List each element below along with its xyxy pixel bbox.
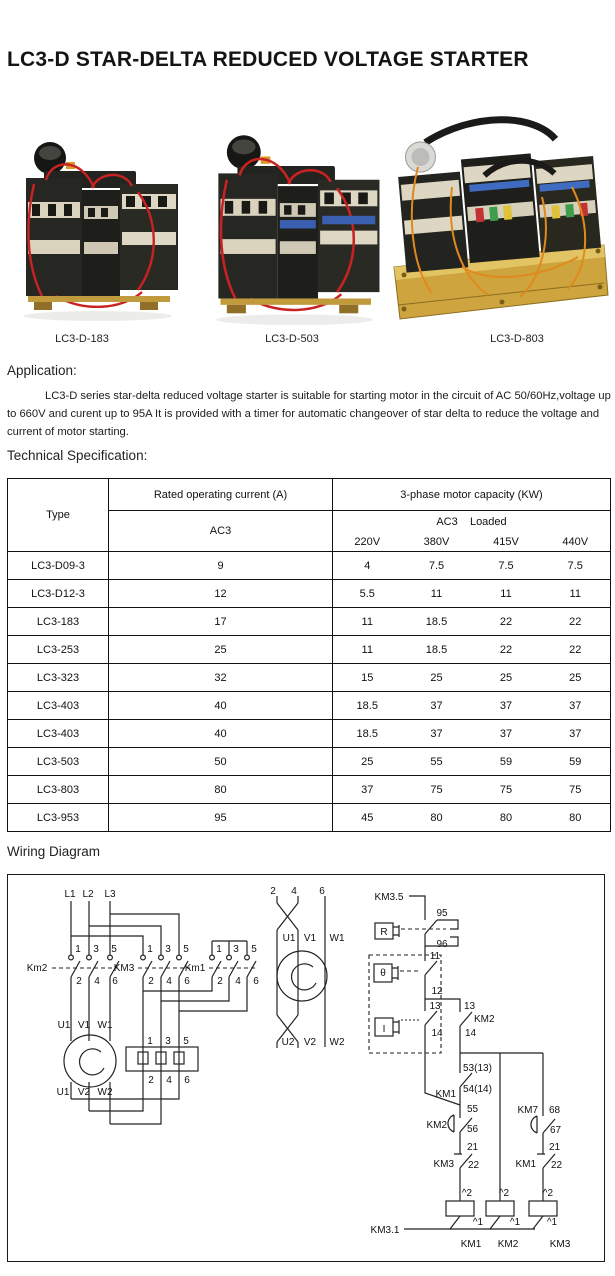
spec-kw-cell: 18.5 [333, 692, 402, 720]
spec-current-cell: 25 [109, 636, 333, 664]
col-header-type: Type [8, 479, 109, 552]
diagram-label: 13 [429, 1001, 441, 1012]
diagram-label: ^1 [472, 1217, 484, 1228]
spec-current-cell: 40 [109, 720, 333, 748]
spec-kw-cell: 25 [541, 664, 611, 692]
diagram-label: KM3.5 [374, 892, 404, 903]
diagram-labels [27, 886, 571, 1250]
diagram-label: L3 [104, 889, 116, 900]
spec-kw-cell: 75 [541, 776, 611, 804]
spec-kw-cell: 7.5 [541, 552, 611, 580]
spec-row [8, 552, 611, 580]
diagram-label: U1 [282, 933, 296, 944]
diagram-label: 3 [165, 1036, 171, 1047]
spec-kw-cell: 18.5 [402, 608, 472, 636]
diagram-label: ^1 [509, 1217, 521, 1228]
spec-kw-cell: 22 [472, 636, 541, 664]
diagram-label: 1 [147, 944, 153, 955]
spec-kw-cell: 80 [541, 804, 611, 832]
diagram-label: KM3 [433, 1159, 454, 1170]
diagram-label: 54(14) [463, 1084, 492, 1095]
diagram-label: 21 [467, 1142, 479, 1153]
spec-kw-cell: 75 [472, 776, 541, 804]
spec-kw-cell: 80 [402, 804, 472, 832]
spec-kw-cell: 18.5 [402, 636, 472, 664]
voltage-header: 440V [541, 533, 611, 552]
diagram-label: I [382, 1024, 386, 1035]
spec-kw-cell: 55 [402, 748, 472, 776]
diagram-label: 53(13) [463, 1063, 492, 1074]
spec-kw-cell: 37 [541, 720, 611, 748]
diagram-label: U1 [57, 1020, 71, 1031]
diagram-label: ^2 [498, 1188, 510, 1199]
spec-row [8, 664, 611, 692]
diagram-label: 1 [147, 1036, 153, 1047]
diagram-label: θ [380, 968, 386, 979]
spec-kw-cell: 37 [541, 692, 611, 720]
spec-kw-cell: 80 [472, 804, 541, 832]
spec-row [8, 580, 611, 608]
spec-current-cell: 80 [109, 776, 333, 804]
spec-kw-cell: 5.5 [333, 580, 402, 608]
voltage-header: 380V [402, 533, 472, 552]
spec-kw-cell: 45 [333, 804, 402, 832]
diagram-label: 3 [165, 944, 171, 955]
spec-current-cell: 40 [109, 692, 333, 720]
diagram-label: 4 [235, 976, 241, 987]
spec-kw-cell: 22 [472, 608, 541, 636]
spec-type-cell: LC3-403 [8, 720, 109, 748]
diagram-label: 2 [217, 976, 223, 987]
diagram-label: 1 [216, 944, 222, 955]
product-photos [0, 105, 615, 340]
spec-kw-cell: 11 [541, 580, 611, 608]
product-caption-1: LC3-D-183 [55, 333, 109, 345]
spec-kw-cell: 11 [333, 608, 402, 636]
spec-kw-cell: 59 [541, 748, 611, 776]
coil-km2 [486, 1201, 514, 1216]
spec-kw-cell: 7.5 [402, 552, 472, 580]
diagram-label: R [380, 927, 388, 938]
diagram-label: 2 [148, 1075, 154, 1086]
diagram-label: 95 [436, 908, 448, 919]
spec-row [8, 692, 611, 720]
voltage-header: 220V [333, 533, 402, 552]
col-header-capacity: 3-phase motor capacity (KW) [333, 479, 611, 511]
subheader-ac3: AC3 [109, 511, 333, 552]
spec-type-cell: LC3-183 [8, 608, 109, 636]
diagram-label: 11 [429, 951, 441, 962]
diagram-label: 68 [549, 1105, 561, 1116]
diagram-label: 55 [467, 1104, 479, 1115]
spec-table [7, 478, 611, 832]
diagram-label: KM3 [549, 1239, 571, 1250]
voltage-header: 415V [472, 533, 541, 552]
application-heading: Application: [7, 363, 77, 378]
diagram-label: 5 [183, 944, 189, 955]
diagram-label: KM2 [497, 1239, 519, 1250]
spec-kw-cell: 59 [472, 748, 541, 776]
spec-current-cell: 50 [109, 748, 333, 776]
spec-row [8, 804, 611, 832]
diagram-label: W1 [329, 933, 345, 944]
diagram-label: 1 [75, 944, 81, 955]
diagram-label: 14 [431, 1028, 443, 1039]
product-caption-3: LC3-D-803 [490, 333, 544, 345]
wiring-diagram [8, 875, 604, 1261]
page-title: LC3-D STAR-DELTA REDUCED VOLTAGE STARTER [7, 48, 529, 72]
spec-kw-cell: 25 [333, 748, 402, 776]
spec-type-cell: LC3-D09-3 [8, 552, 109, 580]
diagram-label: 4 [166, 976, 172, 987]
spec-kw-cell: 25 [402, 664, 472, 692]
spec-kw-cell: 37 [402, 720, 472, 748]
spec-type-cell: LC3-253 [8, 636, 109, 664]
spec-row [8, 776, 611, 804]
product-photo-2 [216, 135, 379, 325]
wiring-heading: Wiring Diagram [7, 844, 101, 859]
diagram-label: 2 [148, 976, 154, 987]
diagram-label: 6 [112, 976, 118, 987]
diagram-label: 6 [184, 1075, 190, 1086]
spec-kw-cell: 7.5 [472, 552, 541, 580]
spec-kw-cell: 22 [541, 608, 611, 636]
specification-heading: Technical Specification: [7, 448, 148, 463]
diagram-label: ^2 [461, 1188, 473, 1199]
spec-kw-cell: 25 [472, 664, 541, 692]
spec-current-cell: 12 [109, 580, 333, 608]
diagram-label: W1 [97, 1020, 113, 1031]
diagram-label: 22 [468, 1160, 480, 1171]
spec-kw-cell: 37 [333, 776, 402, 804]
coil-km3 [529, 1201, 557, 1216]
spec-current-cell: 95 [109, 804, 333, 832]
product-photo-1 [24, 142, 178, 321]
coil-km1 [446, 1201, 474, 1216]
spec-type-cell: LC3-953 [8, 804, 109, 832]
diagram-label: KM1 [460, 1239, 482, 1250]
supply-lines [71, 901, 179, 955]
diagram-label: 3 [233, 944, 239, 955]
diagram-label: 13 [464, 1001, 476, 1012]
subheader-ac3-loaded: AC3 Loaded [436, 515, 507, 528]
diagram-label: 3 [93, 944, 99, 955]
diagram-label: L2 [82, 889, 94, 900]
diagram-label: W2 [97, 1087, 113, 1098]
power-wiring [71, 977, 247, 1124]
col-header-current: Rated operating current (A) [109, 479, 333, 511]
diagram-label: L1 [64, 889, 76, 900]
spec-type-cell: LC3-D12-3 [8, 580, 109, 608]
spec-row [8, 748, 611, 776]
wiring-diagram-frame [7, 874, 605, 1262]
diagram-label: 2 [76, 976, 82, 987]
winding-diagram [277, 896, 325, 1048]
spec-kw-cell: 75 [402, 776, 472, 804]
spec-kw-cell: 37 [472, 692, 541, 720]
overload-relay [126, 1047, 198, 1071]
diagram-label: 67 [550, 1125, 562, 1136]
diagram-label: 22 [551, 1160, 563, 1171]
spec-kw-cell: 22 [541, 636, 611, 664]
diagram-label: 4 [291, 886, 297, 897]
diagram-label: U2 [281, 1037, 295, 1048]
diagram-label: Km1 [184, 963, 206, 974]
diagram-label: 12 [431, 986, 443, 997]
diagram-label: V1 [77, 1020, 91, 1031]
spec-row [8, 636, 611, 664]
diagram-label: 6 [319, 886, 325, 897]
diagram-label: 4 [94, 976, 100, 987]
spec-kw-cell: 11 [333, 636, 402, 664]
diagram-label: 56 [467, 1124, 479, 1135]
spec-kw-cell: 37 [402, 692, 472, 720]
motor-symbol [64, 1035, 116, 1087]
diagram-label: 5 [183, 1036, 189, 1047]
diagram-label: 5 [111, 944, 117, 955]
diagram-label: ^1 [546, 1217, 558, 1228]
spec-type-cell: LC3-403 [8, 692, 109, 720]
diagram-label: 96 [436, 939, 448, 950]
winding-motor-symbol [277, 951, 327, 1001]
diagram-label: V1 [303, 933, 317, 944]
diagram-label: KM1 [515, 1159, 536, 1170]
diagram-label: 6 [253, 976, 259, 987]
diagram-label: KM7 [517, 1105, 538, 1116]
diagram-label: U1 [56, 1087, 70, 1098]
diagram-label: 14 [465, 1028, 477, 1039]
diagram-label: 21 [549, 1142, 561, 1153]
spec-kw-cell: 4 [333, 552, 402, 580]
diagram-label: KM1 [435, 1089, 456, 1100]
spec-current-cell: 32 [109, 664, 333, 692]
diagram-label: KM3 [113, 963, 135, 974]
diagram-label: ^2 [542, 1188, 554, 1199]
spec-kw-cell: 18.5 [333, 720, 402, 748]
spec-kw-cell: 11 [472, 580, 541, 608]
spec-type-cell: LC3-323 [8, 664, 109, 692]
diagram-label: W2 [329, 1037, 345, 1048]
spec-row [8, 720, 611, 748]
diagram-label: 6 [184, 976, 190, 987]
diagram-label: V2 [303, 1037, 317, 1048]
spec-type-cell: LC3-503 [8, 748, 109, 776]
spec-row [8, 608, 611, 636]
spec-table-body [8, 552, 611, 832]
diagram-label: KM2 [426, 1120, 447, 1131]
spec-current-cell: 17 [109, 608, 333, 636]
diagram-label: KM2 [474, 1014, 495, 1025]
diagram-label: V2 [77, 1087, 91, 1098]
diagram-label: 4 [166, 1075, 172, 1086]
spec-kw-cell: 11 [402, 580, 472, 608]
spec-type-cell: LC3-803 [8, 776, 109, 804]
diagram-label: 2 [270, 886, 276, 897]
product-caption-2: LC3-D-503 [265, 333, 319, 345]
application-text: LC3-D series star-delta reduced voltage starter is suitable for starting motor in the circuit of AC 50/60Hz,voltage up to 660V and curent up to 95A It is provided with a timer for automatic changeover of star delta to reduce the voltage and current of motor starting. [7, 390, 611, 438]
diagram-label: KM3.1 [370, 1225, 400, 1236]
diagram-label: Km2 [26, 963, 48, 974]
spec-kw-cell: 37 [472, 720, 541, 748]
product-photo-3 [394, 112, 608, 319]
spec-current-cell: 9 [109, 552, 333, 580]
km7-timer-contact [531, 1053, 555, 1154]
diagram-label: 5 [251, 944, 257, 955]
spec-kw-cell: 15 [333, 664, 402, 692]
contactor-contacts [69, 955, 256, 977]
